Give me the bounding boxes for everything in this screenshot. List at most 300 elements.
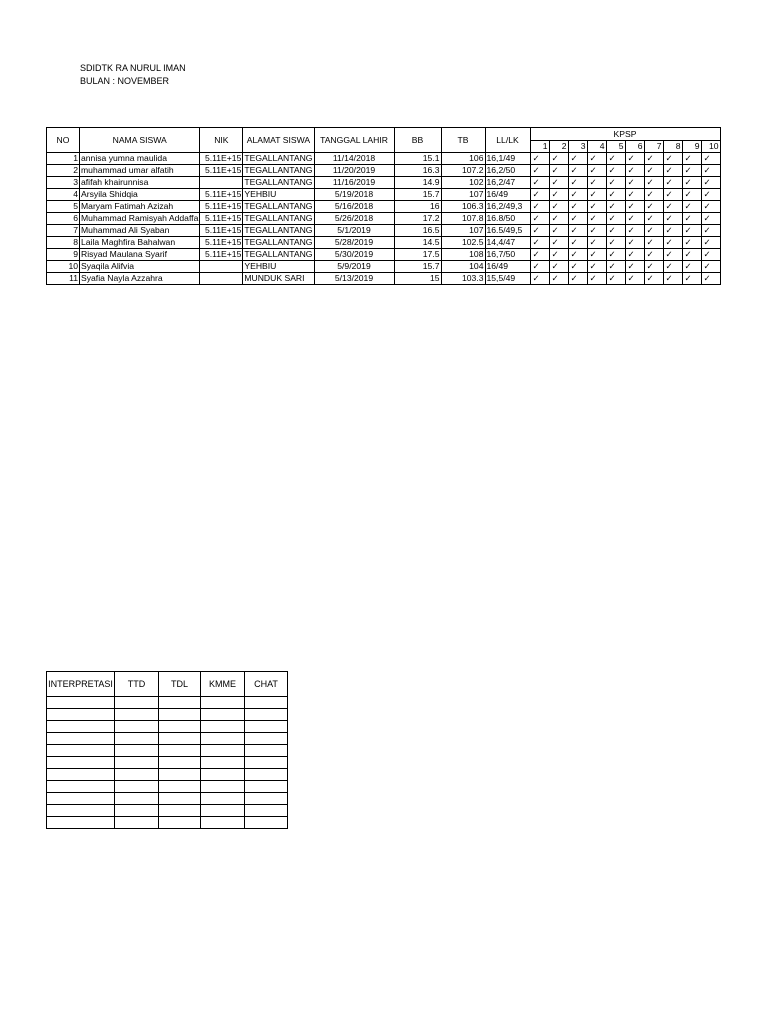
col-header-nik: NIK <box>200 128 243 153</box>
student-nik: 5.11E+15 <box>200 249 243 261</box>
interp-empty-cell <box>47 709 115 721</box>
kpsp-check-mark: ✓ <box>644 153 663 165</box>
kpsp-check-mark: ✓ <box>625 201 644 213</box>
interp-empty-row <box>47 757 288 769</box>
kpsp-check-mark: ✓ <box>568 213 587 225</box>
kpsp-check-mark: ✓ <box>682 261 701 273</box>
row-number: 4 <box>47 189 80 201</box>
interp-empty-cell <box>159 757 201 769</box>
interp-empty-cell <box>159 805 201 817</box>
interp-empty-cell <box>159 733 201 745</box>
kpsp-check-mark: ✓ <box>587 237 606 249</box>
student-name: afifah khairunnisa <box>80 177 200 189</box>
kpsp-check-mark: ✓ <box>625 261 644 273</box>
birth-date: 5/9/2019 <box>314 261 394 273</box>
kpsp-check-mark: ✓ <box>644 201 663 213</box>
interp-empty-row <box>47 781 288 793</box>
kpsp-check-mark: ✓ <box>587 201 606 213</box>
body-weight: 16.3 <box>394 165 441 177</box>
kpsp-check-mark: ✓ <box>530 165 549 177</box>
arm-head-circumference: 15,5/49 <box>485 273 530 285</box>
body-height: 107.8 <box>441 213 485 225</box>
row-number: 10 <box>47 261 80 273</box>
kpsp-check-mark: ✓ <box>549 225 568 237</box>
kpsp-check-mark: ✓ <box>530 249 549 261</box>
kpsp-check-mark: ✓ <box>587 261 606 273</box>
interp-empty-row <box>47 793 288 805</box>
kpsp-check-mark: ✓ <box>701 177 720 189</box>
kpsp-check-mark: ✓ <box>625 177 644 189</box>
kpsp-check-mark: ✓ <box>644 213 663 225</box>
kpsp-check-mark: ✓ <box>606 153 625 165</box>
birth-date: 5/16/2018 <box>314 201 394 213</box>
birth-date: 11/16/2019 <box>314 177 394 189</box>
body-height: 108 <box>441 249 485 261</box>
kpsp-check-mark: ✓ <box>587 153 606 165</box>
interp-empty-cell <box>245 709 288 721</box>
interp-empty-row <box>47 805 288 817</box>
body-weight: 15 <box>394 273 441 285</box>
col-header-alamat: ALAMAT SISWA <box>243 128 314 153</box>
interp-empty-cell <box>201 697 245 709</box>
interp-empty-cell <box>47 781 115 793</box>
table-row <box>47 189 721 201</box>
student-nik: 5.11E+15 <box>200 213 243 225</box>
table-row <box>47 261 721 273</box>
arm-head-circumference: 16/49 <box>485 189 530 201</box>
student-address: TEGALLANTANG <box>244 237 313 247</box>
student-address: TEGALLANTANG <box>244 249 313 259</box>
interp-empty-cell <box>201 709 245 721</box>
birth-date: 5/26/2018 <box>314 213 394 225</box>
kpsp-check-mark: ✓ <box>663 261 682 273</box>
interp-empty-cell <box>201 757 245 769</box>
kpsp-check-mark: ✓ <box>644 249 663 261</box>
kpsp-check-mark: ✓ <box>701 165 720 177</box>
col-header-tb: TB <box>441 128 485 153</box>
body-height: 107 <box>441 225 485 237</box>
body-weight: 17.2 <box>394 213 441 225</box>
body-height: 102 <box>441 177 485 189</box>
table-row <box>47 177 721 189</box>
interp-empty-row <box>47 721 288 733</box>
interp-empty-row <box>47 769 288 781</box>
row-number: 6 <box>47 213 80 225</box>
kpsp-number-6: 6 <box>625 141 644 153</box>
kpsp-check-mark: ✓ <box>549 165 568 177</box>
interp-empty-cell <box>159 769 201 781</box>
kpsp-check-mark: ✓ <box>663 213 682 225</box>
kpsp-check-mark: ✓ <box>530 225 549 237</box>
kpsp-check-mark: ✓ <box>644 189 663 201</box>
student-name: muhammad umar alfatih <box>80 165 200 177</box>
body-weight: 14.5 <box>394 237 441 249</box>
birth-date: 5/19/2018 <box>314 189 394 201</box>
interp-empty-cell <box>159 709 201 721</box>
student-name: Muhammad Ali Syaban <box>80 225 200 237</box>
arm-head-circumference: 16,1/49 <box>485 153 530 165</box>
document-header <box>80 62 186 88</box>
kpsp-check-mark: ✓ <box>606 213 625 225</box>
interp-empty-cell <box>47 745 115 757</box>
row-number: 1 <box>47 153 80 165</box>
arm-head-circumference: 16.8/50 <box>485 213 530 225</box>
interp-empty-cell <box>245 721 288 733</box>
body-weight: 14.9 <box>394 177 441 189</box>
interp-empty-row <box>47 817 288 829</box>
interp-empty-cell <box>159 817 201 829</box>
col-header-llk: LL/LK <box>485 128 530 153</box>
kpsp-check-mark: ✓ <box>530 153 549 165</box>
kpsp-check-mark: ✓ <box>568 201 587 213</box>
kpsp-check-mark: ✓ <box>568 153 587 165</box>
student-nik: 5.11E+15 <box>200 165 243 177</box>
body-height: 107 <box>441 189 485 201</box>
kpsp-number-3: 3 <box>568 141 587 153</box>
col-header-kpsp: KPSP <box>530 128 720 141</box>
table-row <box>47 273 721 285</box>
interp-empty-cell <box>47 697 115 709</box>
arm-head-circumference: 16,2/47 <box>485 177 530 189</box>
kpsp-check-mark: ✓ <box>625 189 644 201</box>
kpsp-check-mark: ✓ <box>644 273 663 285</box>
interp-empty-cell <box>245 697 288 709</box>
kpsp-check-mark: ✓ <box>682 225 701 237</box>
interp-empty-cell <box>47 757 115 769</box>
interp-empty-cell <box>159 793 201 805</box>
interp-col-header-tdl: TDL <box>159 672 201 697</box>
interp-empty-cell <box>115 769 159 781</box>
kpsp-check-mark: ✓ <box>625 213 644 225</box>
kpsp-check-mark: ✓ <box>644 237 663 249</box>
kpsp-check-mark: ✓ <box>568 225 587 237</box>
kpsp-check-mark: ✓ <box>606 261 625 273</box>
student-address: TEGALLANTANG <box>244 201 313 211</box>
table-header-row <box>47 128 721 141</box>
kpsp-check-mark: ✓ <box>644 261 663 273</box>
kpsp-check-mark: ✓ <box>587 225 606 237</box>
kpsp-check-mark: ✓ <box>587 177 606 189</box>
interp-col-header-interpretasi: INTERPRETASI <box>47 672 115 697</box>
kpsp-check-mark: ✓ <box>663 249 682 261</box>
arm-head-circumference: 16,2/49,3 <box>485 201 530 213</box>
student-nik: 5.11E+15 <box>200 237 243 249</box>
kpsp-check-mark: ✓ <box>682 201 701 213</box>
row-number: 2 <box>47 165 80 177</box>
student-address: MUNDUK SARI <box>243 273 314 285</box>
kpsp-check-mark: ✓ <box>549 189 568 201</box>
student-name: Muhammad Ramisyah Addaffa <box>81 213 199 223</box>
kpsp-check-mark: ✓ <box>606 237 625 249</box>
interp-empty-cell <box>115 697 159 709</box>
kpsp-check-mark: ✓ <box>606 249 625 261</box>
kpsp-check-mark: ✓ <box>701 213 720 225</box>
interp-empty-cell <box>115 817 159 829</box>
interp-empty-cell <box>201 721 245 733</box>
kpsp-check-mark: ✓ <box>663 177 682 189</box>
kpsp-check-mark: ✓ <box>625 165 644 177</box>
table-row <box>47 165 721 177</box>
student-name: Risyad Maulana Syarif <box>80 249 200 261</box>
kpsp-check-mark: ✓ <box>568 273 587 285</box>
body-weight: 17.5 <box>394 249 441 261</box>
interp-empty-cell <box>201 781 245 793</box>
table-row <box>47 249 721 261</box>
interp-empty-cell <box>115 745 159 757</box>
kpsp-check-mark: ✓ <box>682 177 701 189</box>
month-label: BULAN : NOVEMBER <box>80 76 170 86</box>
col-header-bb: BB <box>394 128 441 153</box>
school-name: SDIDTK RA NURUL IMAN <box>80 63 186 73</box>
col-header-tanggal: TANGGAL LAHIR <box>314 128 394 153</box>
kpsp-check-mark: ✓ <box>606 165 625 177</box>
interp-empty-cell <box>115 709 159 721</box>
row-number: 9 <box>47 249 80 261</box>
kpsp-check-mark: ✓ <box>587 189 606 201</box>
kpsp-check-mark: ✓ <box>682 273 701 285</box>
kpsp-check-mark: ✓ <box>530 261 549 273</box>
interp-empty-cell <box>47 721 115 733</box>
birth-date: 11/20/2019 <box>314 165 394 177</box>
interp-empty-cell <box>245 769 288 781</box>
student-nik: 5.11E+15 <box>200 225 243 237</box>
kpsp-check-mark: ✓ <box>549 261 568 273</box>
kpsp-check-mark: ✓ <box>625 237 644 249</box>
kpsp-check-mark: ✓ <box>663 153 682 165</box>
row-number: 8 <box>47 237 80 249</box>
arm-head-circumference: 16/49 <box>485 261 530 273</box>
interp-empty-cell <box>115 781 159 793</box>
kpsp-check-mark: ✓ <box>644 177 663 189</box>
student-name: annisa yumna maulida <box>80 153 200 165</box>
body-weight: 16.5 <box>394 225 441 237</box>
kpsp-check-mark: ✓ <box>568 165 587 177</box>
interp-col-header-chat: CHAT <box>245 672 288 697</box>
interp-empty-cell <box>245 817 288 829</box>
kpsp-check-mark: ✓ <box>701 249 720 261</box>
birth-date: 5/28/2019 <box>314 237 394 249</box>
kpsp-number-5: 5 <box>606 141 625 153</box>
student-name: Laila Maghfira Bahalwan <box>80 237 200 249</box>
row-number: 3 <box>47 177 80 189</box>
interp-empty-cell <box>159 697 201 709</box>
kpsp-check-mark: ✓ <box>587 273 606 285</box>
kpsp-check-mark: ✓ <box>663 189 682 201</box>
kpsp-check-mark: ✓ <box>701 201 720 213</box>
kpsp-check-mark: ✓ <box>682 153 701 165</box>
birth-date: 5/13/2019 <box>314 273 394 285</box>
body-height: 103.3 <box>441 273 485 285</box>
student-nik: 5.11E+15 <box>200 189 243 201</box>
kpsp-check-mark: ✓ <box>682 189 701 201</box>
kpsp-number-8: 8 <box>663 141 682 153</box>
interp-empty-cell <box>201 733 245 745</box>
kpsp-number-7: 7 <box>644 141 663 153</box>
kpsp-check-mark: ✓ <box>530 273 549 285</box>
arm-head-circumference: 16,2/50 <box>485 165 530 177</box>
table-row <box>47 153 721 165</box>
kpsp-check-mark: ✓ <box>530 189 549 201</box>
student-name: Syafia Nayla Azzahra <box>80 273 200 285</box>
kpsp-check-mark: ✓ <box>530 201 549 213</box>
table-row <box>47 213 721 225</box>
interp-empty-cell <box>47 733 115 745</box>
interp-empty-row <box>47 697 288 709</box>
kpsp-check-mark: ✓ <box>682 165 701 177</box>
arm-head-circumference: 16.5/49,5 <box>485 225 530 237</box>
student-address: YEHBIU <box>243 189 314 201</box>
row-number: 7 <box>47 225 80 237</box>
interp-empty-cell <box>245 793 288 805</box>
interp-empty-row <box>47 709 288 721</box>
interp-empty-cell <box>201 793 245 805</box>
kpsp-check-mark: ✓ <box>663 273 682 285</box>
body-height: 107.2 <box>441 165 485 177</box>
kpsp-number-10: 10 <box>701 141 720 153</box>
birth-date: 5/30/2019 <box>314 249 394 261</box>
interp-col-header-ttd: TTD <box>115 672 159 697</box>
kpsp-check-mark: ✓ <box>530 237 549 249</box>
student-nik <box>200 177 243 189</box>
kpsp-check-mark: ✓ <box>549 153 568 165</box>
kpsp-check-mark: ✓ <box>625 273 644 285</box>
body-height: 106 <box>441 153 485 165</box>
interp-empty-cell <box>115 805 159 817</box>
kpsp-number-4: 4 <box>587 141 606 153</box>
interp-empty-cell <box>245 781 288 793</box>
kpsp-number-9: 9 <box>682 141 701 153</box>
body-height: 104 <box>441 261 485 273</box>
kpsp-check-mark: ✓ <box>701 153 720 165</box>
student-table <box>46 127 721 285</box>
kpsp-check-mark: ✓ <box>663 201 682 213</box>
interp-empty-cell <box>159 745 201 757</box>
interp-empty-cell <box>159 721 201 733</box>
interp-empty-row <box>47 745 288 757</box>
kpsp-check-mark: ✓ <box>568 189 587 201</box>
kpsp-check-mark: ✓ <box>663 225 682 237</box>
kpsp-check-mark: ✓ <box>568 261 587 273</box>
table-row <box>47 237 721 249</box>
student-address: YEHBIU <box>243 261 314 273</box>
student-name: Arsyila Shidqia <box>80 189 200 201</box>
kpsp-check-mark: ✓ <box>625 249 644 261</box>
kpsp-check-mark: ✓ <box>587 165 606 177</box>
student-nik: 5.11E+15 <box>200 201 243 213</box>
interp-empty-cell <box>47 805 115 817</box>
kpsp-check-mark: ✓ <box>663 237 682 249</box>
interpretation-header-row <box>47 672 288 697</box>
kpsp-check-mark: ✓ <box>644 225 663 237</box>
kpsp-check-mark: ✓ <box>606 225 625 237</box>
interp-empty-cell <box>245 733 288 745</box>
col-header-nama: NAMA SISWA <box>80 128 200 153</box>
interp-empty-cell <box>47 817 115 829</box>
student-address: TEGALLANTANG <box>244 153 313 163</box>
kpsp-number-1: 1 <box>530 141 549 153</box>
arm-head-circumference: 16,7/50 <box>485 249 530 261</box>
birth-date: 11/14/2018 <box>314 153 394 165</box>
kpsp-check-mark: ✓ <box>568 177 587 189</box>
kpsp-check-mark: ✓ <box>625 225 644 237</box>
kpsp-check-mark: ✓ <box>625 153 644 165</box>
kpsp-check-mark: ✓ <box>701 237 720 249</box>
table-row <box>47 201 721 213</box>
student-name: Syaqila Alifvia <box>80 261 200 273</box>
student-nik <box>200 261 243 273</box>
interp-empty-cell <box>115 721 159 733</box>
kpsp-check-mark: ✓ <box>530 177 549 189</box>
kpsp-check-mark: ✓ <box>549 177 568 189</box>
student-address: TEGALLANTANG <box>244 165 313 175</box>
interp-empty-cell <box>159 781 201 793</box>
student-name: Maryam Fatimah Azizah <box>80 201 200 213</box>
col-header-no: NO <box>47 128 80 153</box>
kpsp-check-mark: ✓ <box>701 189 720 201</box>
kpsp-check-mark: ✓ <box>549 201 568 213</box>
kpsp-check-mark: ✓ <box>587 249 606 261</box>
kpsp-check-mark: ✓ <box>568 237 587 249</box>
kpsp-check-mark: ✓ <box>644 165 663 177</box>
interp-col-header-kmme: KMME <box>201 672 245 697</box>
kpsp-check-mark: ✓ <box>701 261 720 273</box>
body-weight: 15.1 <box>394 153 441 165</box>
body-height: 106.3 <box>441 201 485 213</box>
kpsp-check-mark: ✓ <box>568 249 587 261</box>
student-nik: 5.11E+15 <box>200 153 243 165</box>
kpsp-check-mark: ✓ <box>606 177 625 189</box>
interp-empty-cell <box>47 793 115 805</box>
interp-empty-cell <box>201 745 245 757</box>
kpsp-check-mark: ✓ <box>587 213 606 225</box>
student-address: TEGALLANTANG <box>244 225 313 235</box>
interp-empty-cell <box>245 757 288 769</box>
student-nik <box>200 273 243 285</box>
interp-empty-cell <box>201 817 245 829</box>
kpsp-check-mark: ✓ <box>701 225 720 237</box>
kpsp-check-mark: ✓ <box>606 273 625 285</box>
interp-empty-row <box>47 733 288 745</box>
kpsp-check-mark: ✓ <box>549 273 568 285</box>
kpsp-check-mark: ✓ <box>606 189 625 201</box>
kpsp-check-mark: ✓ <box>682 213 701 225</box>
kpsp-check-mark: ✓ <box>530 213 549 225</box>
body-weight: 15.7 <box>394 189 441 201</box>
kpsp-check-mark: ✓ <box>701 273 720 285</box>
body-weight: 16 <box>394 201 441 213</box>
interp-empty-cell <box>115 733 159 745</box>
interp-empty-cell <box>47 769 115 781</box>
table-row <box>47 225 721 237</box>
body-height: 102.5 <box>441 237 485 249</box>
kpsp-check-mark: ✓ <box>549 249 568 261</box>
kpsp-check-mark: ✓ <box>606 201 625 213</box>
kpsp-check-mark: ✓ <box>682 237 701 249</box>
body-weight: 15.7 <box>394 261 441 273</box>
student-address: TEGALLANTANG <box>244 213 313 223</box>
interpretation-table <box>46 671 288 829</box>
kpsp-check-mark: ✓ <box>682 249 701 261</box>
interp-empty-cell <box>245 745 288 757</box>
row-number: 5 <box>47 201 80 213</box>
kpsp-check-mark: ✓ <box>549 213 568 225</box>
interp-empty-cell <box>201 769 245 781</box>
kpsp-check-mark: ✓ <box>663 165 682 177</box>
arm-head-circumference: 14,4/47 <box>485 237 530 249</box>
interp-empty-cell <box>245 805 288 817</box>
birth-date: 5/1/2019 <box>314 225 394 237</box>
interp-empty-cell <box>115 793 159 805</box>
